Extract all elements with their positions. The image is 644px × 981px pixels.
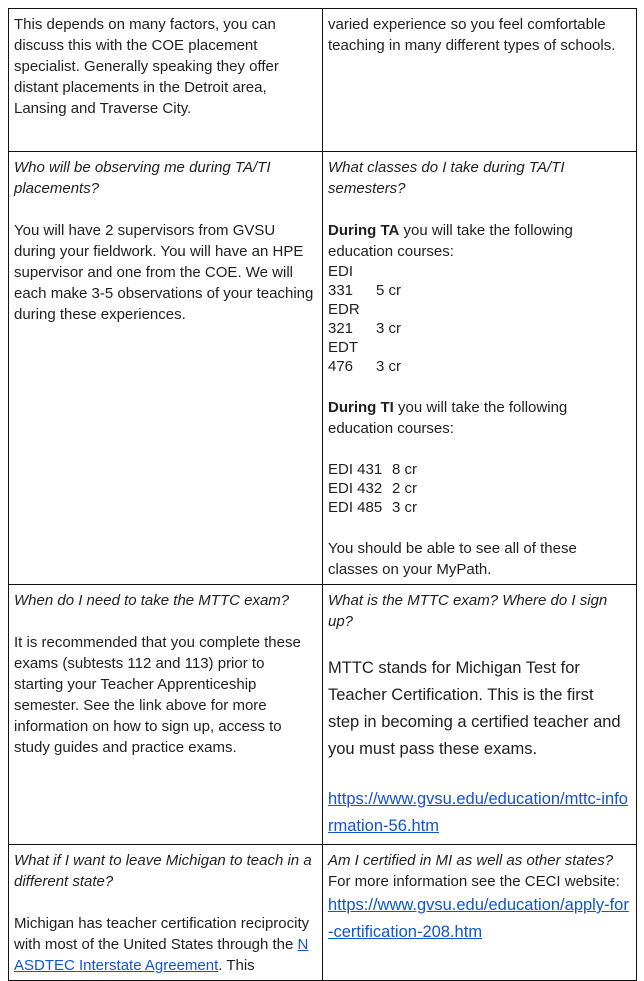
during-ta-paragraph [328, 220, 629, 262]
question-text: What classes do I take during TA/TI semesters? [328, 159, 565, 197]
question-text: When do I need to take the MTTC exam? [14, 592, 290, 609]
answer-text-before-link: Michigan has teacher certification reciprocity with most of the United States through the [14, 915, 310, 953]
table-row [9, 585, 637, 845]
during-ta-rest: you will take the following education courses: [328, 222, 573, 260]
cell-row1-left [9, 9, 323, 152]
question-text: What if I want to leave Michigan to teach in a different state? [14, 852, 312, 890]
question-text: What is the MTTC exam? Where do I sign up? [328, 592, 608, 630]
cell-row2-left [9, 152, 323, 585]
question-text: Who will be observing me during TA/TI placements? [14, 159, 271, 197]
course-line [328, 460, 629, 479]
course-credits: 3 cr [376, 320, 402, 337]
table-row [9, 9, 637, 152]
faq-table [8, 8, 637, 981]
course-line [328, 479, 629, 498]
answer-text: This depends on many factors, you can discuss this with the COE placement specialist. Generally speaking they offer distant placements in the Detroit area, Lansing and Traverse City. [14, 16, 279, 117]
cell-row2-right [323, 152, 637, 585]
course-code: EDT 476 [328, 339, 358, 375]
cell-row4-right [323, 845, 637, 981]
question-text: Am I certified in MI as well as other states? [328, 852, 614, 869]
course-line [328, 262, 629, 300]
course-code: EDI 431 [328, 461, 383, 478]
answer-text: It is recommended that you complete these exams (subtests 112 and 113) prior to starting your Teacher Apprenticeship semester. See the link above for more information on how to sign up, access to study guides and practice exams. [14, 634, 301, 756]
course-line [328, 300, 629, 338]
course-code: EDI 485 [328, 499, 383, 516]
course-credits: 2 cr [392, 480, 418, 497]
during-ti-rest: you will take the following education courses: [328, 399, 568, 437]
cell-row3-left [9, 585, 323, 845]
cell-row3-right [323, 585, 637, 845]
during-ti-paragraph [328, 397, 629, 439]
during-ti-label: During TI [328, 399, 394, 416]
answer-text [14, 913, 315, 976]
course-credits: 8 cr [392, 461, 418, 478]
table-row [9, 845, 637, 981]
nasdtec-agreement-link[interactable]: NASDTEC Interstate Agreement [14, 936, 309, 974]
cell-row1-right [323, 9, 637, 152]
cell-row4-left [9, 845, 323, 981]
mttc-info-link[interactable]: https://www.gvsu.edu/education/mttc-information-56.htm [328, 790, 628, 835]
course-code: EDI 432 [328, 480, 383, 497]
ceci-certification-link[interactable]: https://www.gvsu.edu/education/apply-for-certification-208.htm [328, 896, 629, 941]
answer-text: You will have 2 supervisors from GVSU during your fieldwork. You will have an HPE supervisor and one from the COE. We will each make 3-5 observations of your teaching during these experiences. [14, 222, 314, 323]
ti-course-list [328, 460, 629, 517]
mttc-link-paragraph [328, 786, 629, 840]
during-ta-label: During TA [328, 222, 400, 239]
course-code: EDR 321 [328, 301, 360, 337]
answer-text: MTTC stands for Michigan Test for Teacher Certification. This is the first step in becoming a certified teacher and you must pass these exams. [328, 659, 621, 758]
answer-text: varied experience so you feel comfortable teaching in many different types of schools. [328, 16, 616, 54]
answer-text: You should be able to see all of these classes on your MyPath. [328, 540, 577, 578]
table-row [9, 152, 637, 585]
answer-text-after-link: . This [218, 957, 255, 974]
ta-course-list [328, 262, 629, 376]
ceci-link-paragraph [328, 892, 629, 946]
course-line [328, 498, 629, 517]
course-code: EDI 331 [328, 263, 354, 299]
answer-text: For more information see the CECI website: [328, 873, 620, 890]
course-line [328, 338, 629, 376]
course-credits: 3 cr [376, 358, 402, 375]
course-credits: 3 cr [392, 499, 418, 516]
course-credits: 5 cr [376, 282, 402, 299]
